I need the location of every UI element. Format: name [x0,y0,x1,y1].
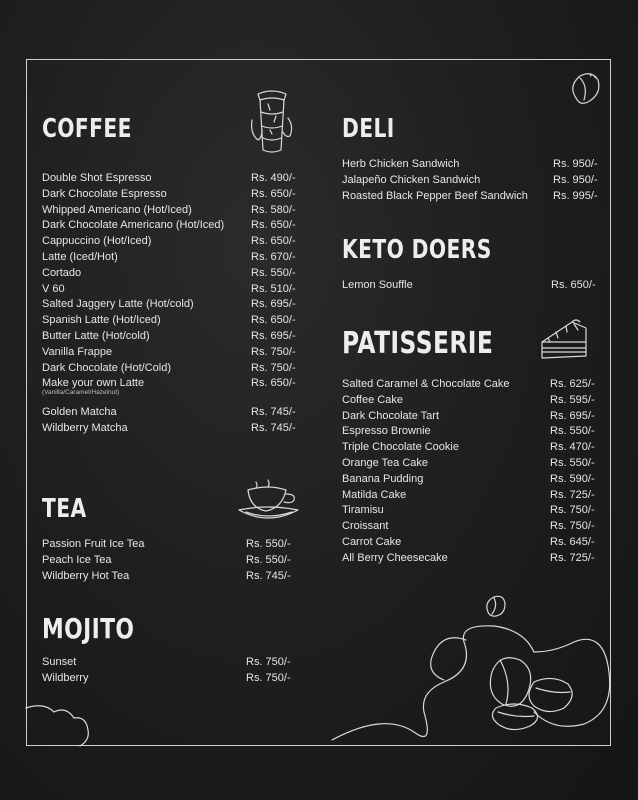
menu-item-name: Passion Fruit Ice Tea [42,538,145,550]
patisserie-menu-list [342,377,607,567]
coffee-menu-list [42,171,302,437]
menu-item-name: Dark Chocolate Tart [342,409,440,422]
menu-item-name: Matilda Cake [342,488,407,501]
menu-item-price: Rs. 950/- [553,158,598,170]
menu-item-name: Dark Chocolate Espresso [42,187,167,200]
menu-item-name: Tiramisu [342,504,384,517]
menu-item-name: Lemon Souffle [342,279,413,291]
menu-item [42,405,302,421]
cake-slice-icon [540,318,588,362]
menu-item-price: Rs. 650/- [251,377,296,390]
menu-item-name: V 60 [42,282,65,295]
menu-item-name: Latte (Iced/Hot) [42,250,118,263]
menu-item-price: Rs. 995/- [553,189,598,202]
menu-item [42,187,302,203]
menu-item-price: Rs. 595/- [550,393,595,406]
menu-item-name: Roasted Black Pepper Beef Sandwich [342,189,528,202]
menu-item-name: Salted Jaggery Latte (Hot/cold) [42,298,194,311]
menu-item [342,551,607,567]
menu-item-name: Make your own Latte [42,377,145,390]
menu-item [42,361,302,377]
menu-item [42,421,302,437]
menu-item [42,569,302,585]
coffee-cup-saucer-icon [236,478,300,524]
deli-menu-list [342,157,607,204]
menu-item-price: Rs. 750/- [251,361,296,374]
menu-item [342,424,607,440]
menu-item [342,393,607,409]
menu-item-price: Rs. 745/- [251,406,296,419]
coffee-section-title: COFFEE [42,114,132,144]
menu-item-price: Rs. 745/- [246,569,291,582]
tea-section-title: TEA [42,494,87,524]
menu-item-price: Rs. 550/- [246,538,291,550]
menu-item [42,376,302,405]
menu-item [342,377,607,393]
menu-item-name: Butter Latte (Hot/cold) [42,329,150,342]
menu-item-price: Rs. 750/- [550,504,595,517]
menu-item-name: Whipped Americano (Hot/Iced) [42,203,192,216]
menu-item [342,503,607,519]
deli-section-title: DELI [342,114,395,144]
menu-item-price: Rs. 750/- [246,656,291,668]
menu-item-name: All Berry Cheesecake [342,551,448,564]
menu-item [42,313,302,329]
menu-item [42,297,302,313]
menu-item-price: Rs. 750/- [251,345,296,358]
menu-item-name: Wildberry Hot Tea [42,569,130,582]
menu-item [42,171,302,187]
menu-item-price: Rs. 490/- [251,172,296,184]
menu-item-name: Salted Caramel & Chocolate Cake [342,378,510,390]
menu-item-price: Rs. 470/- [550,441,595,454]
menu-item-price: Rs. 645/- [550,535,595,548]
patisserie-section-title: PATISSERIE [342,326,494,361]
menu-item-price: Rs. 695/- [251,298,296,311]
menu-item-price: Rs. 670/- [251,250,296,263]
mojito-menu-list [42,655,302,687]
menu-item [342,472,607,488]
tea-menu-list [42,537,302,584]
menu-item-name: Golden Matcha [42,406,117,419]
iced-coffee-cup-icon [248,86,296,156]
menu-item-name: Cappuccino (Hot/Iced) [42,235,152,248]
menu-item [342,189,607,205]
menu-item [342,535,607,551]
menu-item [42,537,302,553]
menu-item [42,655,302,671]
menu-item-name: Herb Chicken Sandwich [342,158,460,170]
menu-item-price: Rs. 750/- [246,671,291,684]
menu-item-options: (Vanilla/Caramel/Hazelnut) [42,389,120,397]
menu-item-name: Espresso Brownie [342,425,431,438]
menu-item [342,409,607,425]
menu-item-price: Rs. 650/- [251,187,296,200]
menu-item [42,250,302,266]
menu-item [342,488,607,504]
menu-item-name: Peach Ice Tea [42,553,112,566]
menu-item-price: Rs. 580/- [251,203,296,216]
menu-item [342,519,607,535]
keto-section-title: KETO DOERS [342,235,492,265]
menu-item-price: Rs. 650/- [251,314,296,327]
menu-item-price: Rs. 550/- [246,553,291,566]
menu-item-name: Carrot Cake [342,535,402,548]
menu-item-name: Wildberry [42,671,89,684]
menu-item [342,278,607,294]
menu-item-price: Rs. 725/- [550,488,595,501]
menu-item [342,440,607,456]
menu-item [42,266,302,282]
menu-item-price: Rs. 725/- [550,551,595,564]
menu-item-name: Dark Chocolate (Hot/Cold) [42,361,171,374]
menu-item [42,345,302,361]
menu-item-name: Jalapeño Chicken Sandwich [342,173,481,186]
menu-item-name: Coffee Cake [342,393,403,406]
menu-item-price: Rs. 650/- [551,279,596,291]
menu-item-name: Orange Tea Cake [342,456,429,469]
coffee-bean-icon [566,68,606,108]
menu-item-price: Rs. 550/- [550,425,595,438]
menu-item-price: Rs. 745/- [251,422,296,435]
menu-item-price: Rs. 550/- [550,456,595,469]
menu-item-name: Double Shot Espresso [42,172,152,184]
menu-item-name: Croissant [342,520,389,533]
menu-item-price: Rs. 590/- [550,472,595,485]
menu-item-price: Rs. 750/- [550,520,595,533]
mojito-section-title: MOJITO [42,612,135,645]
menu-item-price: Rs. 950/- [553,173,598,186]
menu-item-name: Dark Chocolate Americano (Hot/Iced) [42,219,225,232]
cloud-swirl-decoration [26,700,96,746]
menu-item-price: Rs. 695/- [550,409,595,422]
menu-item [42,553,302,569]
menu-item [42,218,302,234]
menu-item [42,282,302,298]
menu-item-name: Vanilla Frappe [42,345,113,358]
menu-item [42,671,302,687]
menu-item-name: Cortado [42,266,82,279]
menu-item [42,234,302,250]
menu-item [42,329,302,345]
menu-item [342,157,607,173]
menu-item-price: Rs. 650/- [251,219,296,232]
menu-item-name: Spanish Latte (Hot/Iced) [42,314,161,327]
menu-item-price: Rs. 695/- [251,329,296,342]
menu-item-name: Banana Pudding [342,472,424,485]
menu-item-name: Sunset [42,656,77,668]
coffee-beans-swirl-decoration [324,612,624,752]
menu-item-price: Rs. 550/- [251,266,296,279]
menu-item [342,173,607,189]
menu-item-price: Rs. 625/- [550,378,595,390]
menu-item [42,203,302,219]
menu-item-price: Rs. 650/- [251,235,296,248]
menu-item-name: Wildberry Matcha [42,422,128,435]
menu-item-name: Triple Chocolate Cookie [342,441,459,454]
keto-menu-list [342,278,607,294]
menu-item [342,456,607,472]
menu-item-price: Rs. 510/- [251,282,296,295]
